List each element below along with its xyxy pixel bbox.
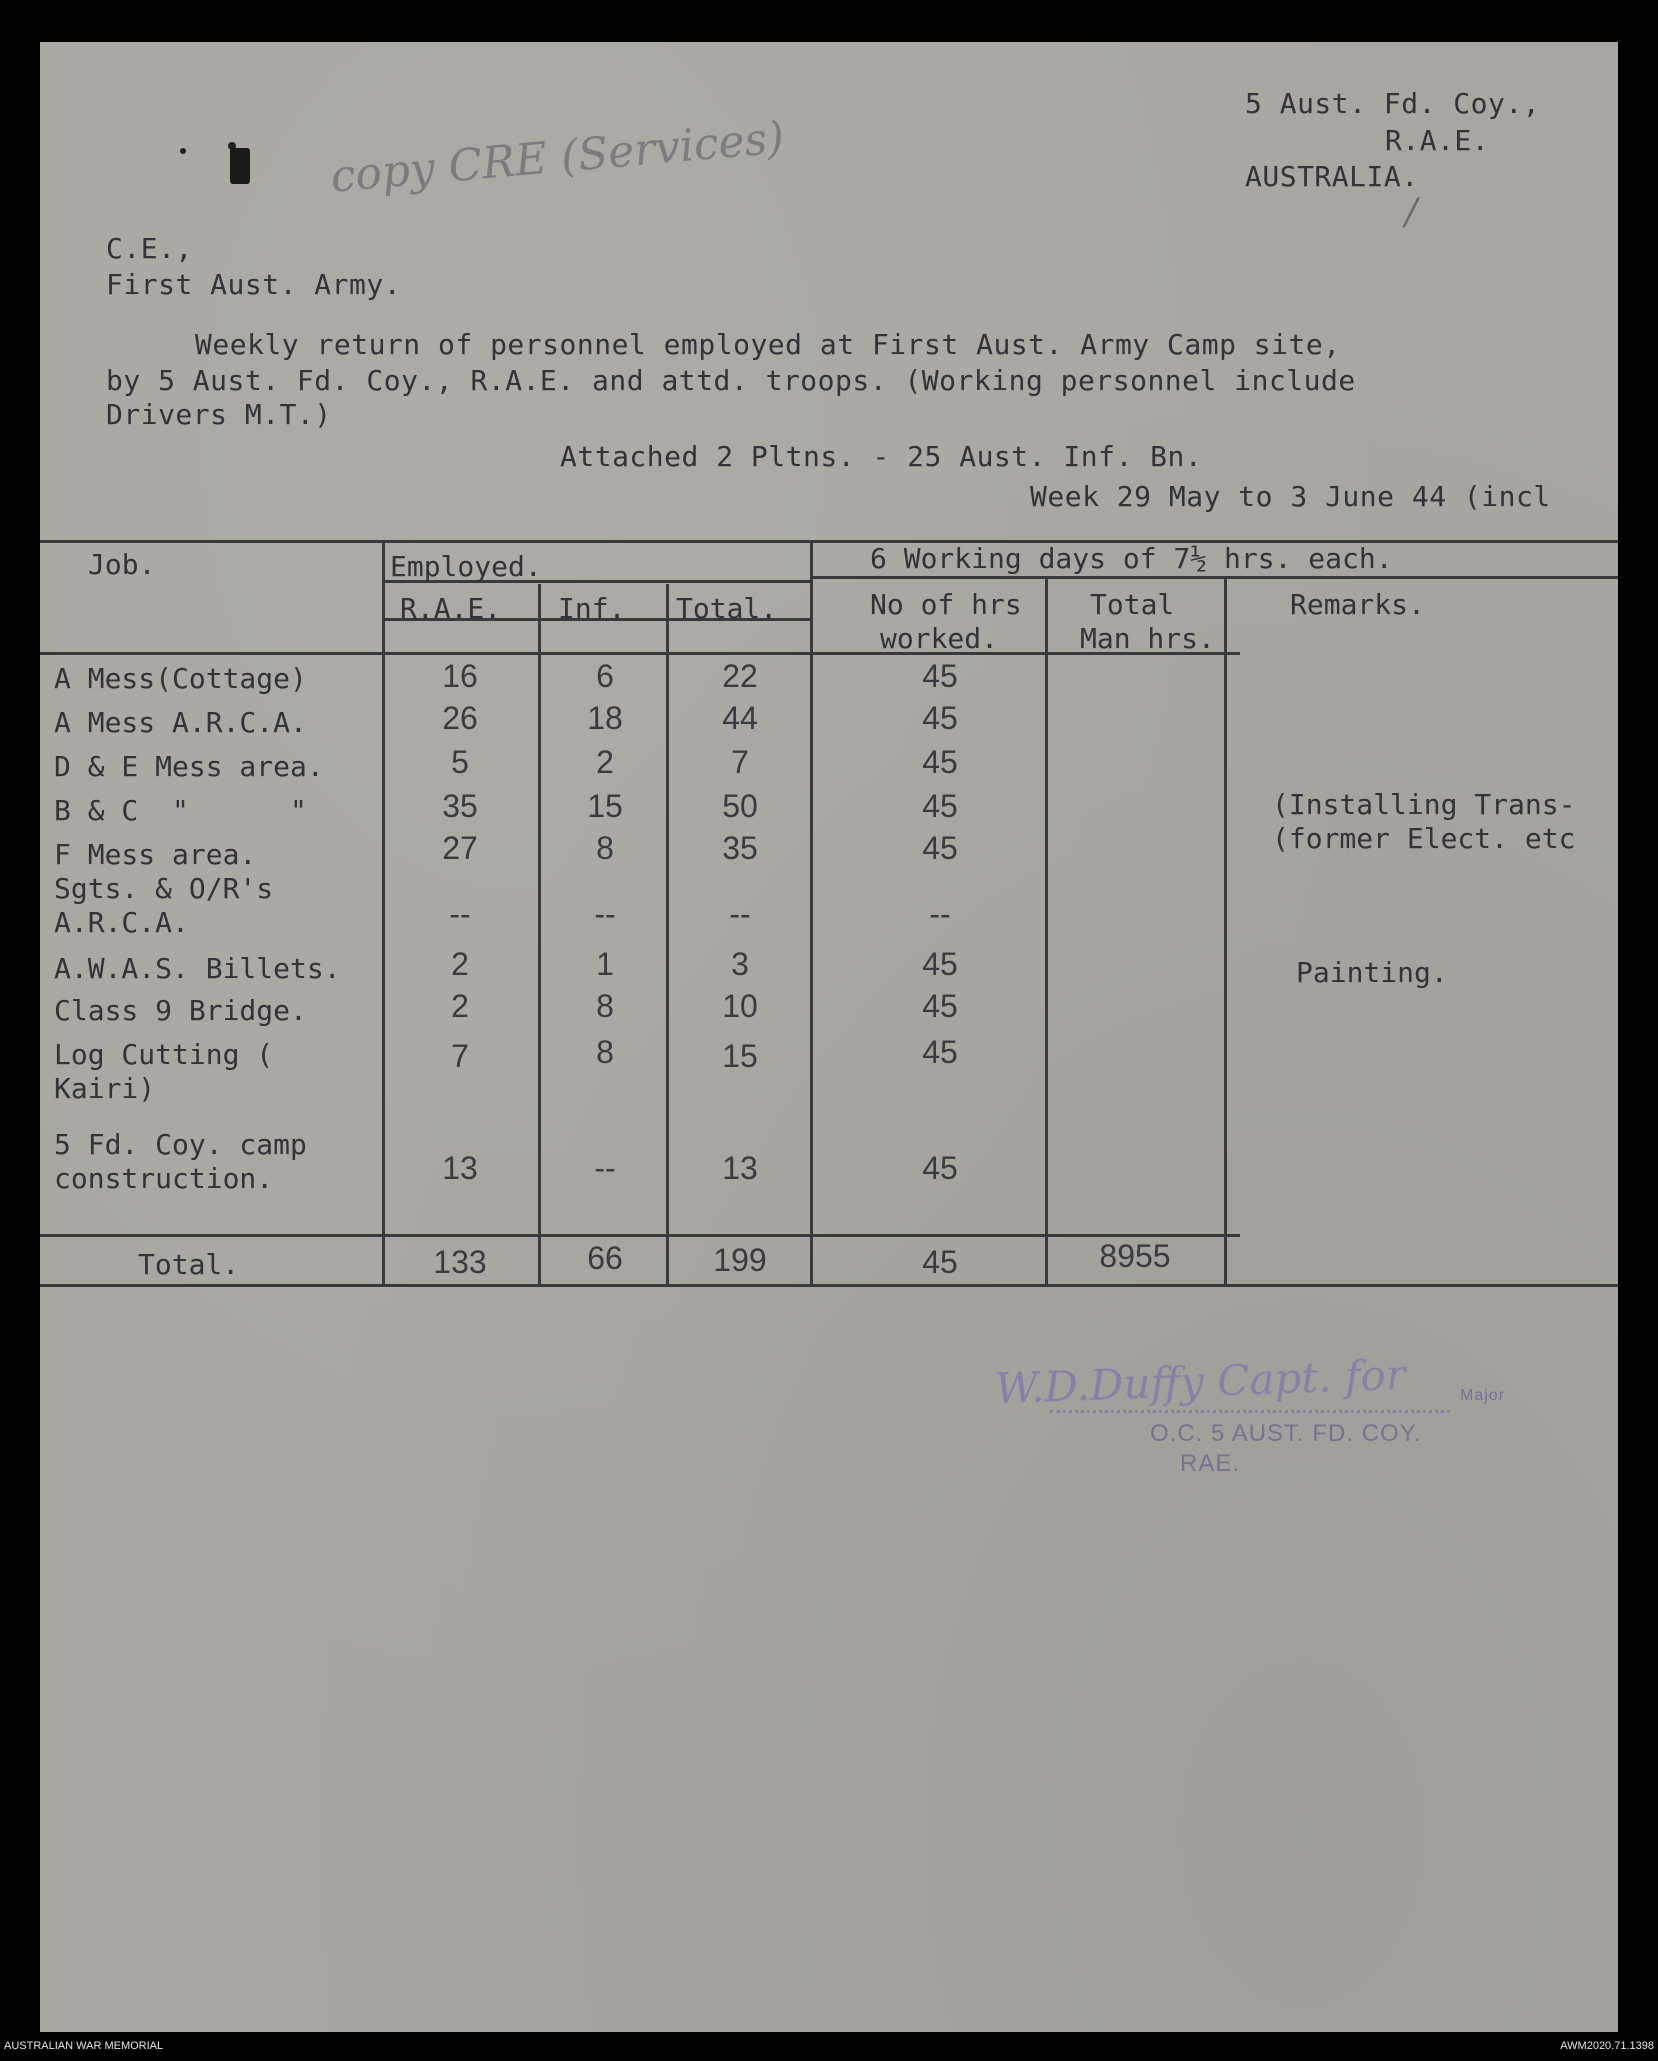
row-hrs: 45 [922,700,958,736]
tick-mark: / [1405,192,1418,233]
row-job: A Mess(Cottage) [54,662,307,695]
row-rae: 7 [451,1038,469,1074]
row-rae: 2 [451,988,469,1024]
row-hrs: 45 [922,744,958,780]
stamp-major: Major [1460,1387,1506,1404]
document-page [40,42,1618,2032]
row-job: B & C " " [54,794,307,827]
intro-line3: Drivers M.T.) [106,398,332,431]
remark-painting: Painting. [1296,956,1448,989]
total-manhrs: 8955 [1099,1238,1171,1274]
row-total: 50 [722,788,758,824]
row-inf: 1 [596,946,614,982]
total-inf: 66 [587,1240,623,1276]
total-label: Total. [138,1248,240,1281]
footer-left: AUSTRALIAN WAR MEMORIAL [4,2040,164,2052]
col-rule-job [382,540,385,1284]
header-manhrs-line1: Total [1090,588,1175,621]
punch-mark [180,148,186,154]
row-inf: 2 [596,744,614,780]
row-job: F Mess area. [54,838,257,871]
row-total: 7 [731,744,749,780]
row-inf: 8 [596,988,614,1024]
col-rule-rae [538,584,541,1284]
row-inf: -- [594,896,616,932]
row-total: 35 [722,830,758,866]
row-inf: 8 [596,830,614,866]
row-total: -- [729,896,751,932]
letterhead-line1: 5 Aust. Fd. Coy., [1245,87,1541,120]
header-bottom-rule [40,652,1240,655]
addressee-line1: C.E., [106,232,193,265]
letterhead-line3: AUSTRALIA. [1245,160,1419,193]
row-hrs: 45 [922,788,958,824]
row-rae: 16 [442,658,478,694]
col-rule-manhrs [1224,576,1227,1284]
letterhead-line2: R.A.E. [1385,124,1490,157]
header-hrs-line2: worked. [880,622,999,655]
row-total: 15 [722,1038,758,1074]
row-job: A Mess A.R.C.A. [54,706,307,739]
row-inf: -- [594,1150,616,1186]
row-inf: 18 [587,700,623,736]
row-total: 22 [722,658,758,694]
row-hrs: 45 [922,1034,958,1070]
footer-bar [0,2032,1658,2061]
header-inf: Inf. [558,592,626,625]
personnel-table [40,540,1618,1300]
row-job-cont: A.R.C.A. [54,906,189,939]
handwritten-note: copy CRE (Services) [328,112,787,203]
row-total: 13 [722,1150,758,1186]
stamp-line2: RAE. [1180,1450,1241,1477]
row-rae: 13 [442,1150,478,1186]
col-rule-hrs [1045,576,1048,1284]
remark-former: (former Elect. etc [1272,822,1576,855]
row-inf: 15 [587,788,623,824]
row-hrs: 45 [922,946,958,982]
header-hrs-line1: No of hrs [870,588,1022,621]
remark-installing: (Installing Trans- [1272,788,1576,821]
row-rae: 35 [442,788,478,824]
attached-line: Attached 2 Pltns. - 25 Aust. Inf. Bn. [560,440,1203,473]
intro-line1: Weekly return of personnel employed at First Aust. Army Camp site, [195,328,1341,361]
header-rae: R.A.E. [400,592,502,625]
row-job: A.W.A.S. Billets. [54,952,341,985]
row-hrs: 45 [922,658,958,694]
header-total: Total. [676,592,778,625]
row-rae: 5 [451,744,469,780]
col-rule-total [810,540,813,1284]
signature: W.D.Duffy Capt. for [994,1349,1407,1414]
row-rae: 2 [451,946,469,982]
row-job-cont: construction. [54,1162,274,1195]
row-total: 44 [722,700,758,736]
row-hrs: 45 [922,830,958,866]
row-total: 10 [722,988,758,1024]
row-rae: -- [449,896,471,932]
header-job: Job. [88,548,156,581]
total-top-rule [40,1234,1240,1237]
row-rae: 26 [442,700,478,736]
row-job: D & E Mess area. [54,750,324,783]
header-manhrs-line2: Man hrs. [1080,622,1215,655]
total-total: 199 [713,1242,767,1278]
row-job: Sgts. & O/R's [54,872,274,905]
table-rule-bottom [40,1284,1618,1287]
header-remarks: Remarks. [1290,588,1425,621]
punch-hole [230,148,250,184]
row-hrs: -- [929,896,951,932]
total-hrs: 45 [922,1244,958,1280]
workingdays-underline [810,576,1618,579]
footer-right: AWM2020.71.1398 [1560,2040,1654,2052]
header-employed: Employed. [390,550,542,583]
stamp-dotted-line [1050,1410,1450,1413]
row-inf: 6 [596,658,614,694]
row-job-cont: Kairi) [54,1072,156,1105]
row-inf: 8 [596,1034,614,1070]
row-job: 5 Fd. Coy. camp [54,1128,307,1161]
total-rae: 133 [433,1244,487,1280]
col-rule-inf [666,584,669,1284]
header-working-days: 6 Working days of 7½ hrs. each. [870,542,1393,575]
row-rae: 27 [442,830,478,866]
row-hrs: 45 [922,988,958,1024]
row-job: Class 9 Bridge. [54,994,307,1027]
stamp-line1: O.C. 5 AUST. FD. COY. [1150,1420,1422,1447]
row-total: 3 [731,946,749,982]
week-line: Week 29 May to 3 June 44 (incl [1030,480,1551,513]
row-job: Log Cutting ( [54,1038,274,1071]
row-hrs: 45 [922,1150,958,1186]
addressee-line2: First Aust. Army. [106,268,402,301]
intro-line2: by 5 Aust. Fd. Coy., R.A.E. and attd. troops. (Working personnel include [106,364,1356,397]
